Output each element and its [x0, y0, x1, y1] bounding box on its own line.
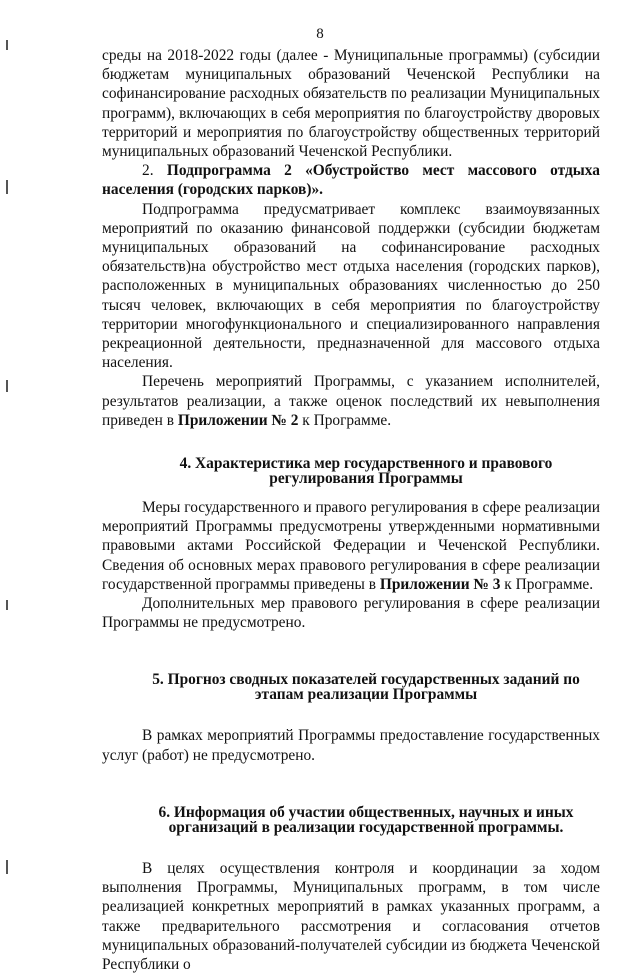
binder-mark [6, 180, 8, 194]
paragraph-text: к Программе. [500, 575, 594, 593]
subprogram-title: Подпрограмма 2 «Обустройство мест массового отдыха населения (городских парков)». [102, 162, 600, 199]
document-body [102, 46, 600, 974]
heading-line: этапам реализации Программы [254, 686, 478, 704]
section-6-heading [102, 805, 600, 835]
section-4-heading [102, 456, 600, 486]
heading-line: 6. Информация об участии общественных, научных и иных [158, 803, 574, 821]
section-5-heading [102, 672, 600, 702]
paragraph-text: к Программе. [298, 411, 392, 429]
paragraph [102, 498, 600, 594]
subprogram-heading [102, 161, 600, 199]
heading-line: 4. Характеристика мер государственного и правового [179, 455, 553, 473]
paragraph-text: Перечень мероприятий Программы, с указанием исполнителей, результатов реализации, а также оценок последствий их невыполнения приведен в [102, 373, 600, 429]
heading-line: регулирования Программы [269, 470, 463, 488]
appendix-reference: Приложении № 3 [379, 575, 501, 593]
binder-mark [6, 600, 8, 610]
paragraph: Дополнительных мер правового регулирования в сфере реализации Программы не предусмотрено. [102, 595, 600, 632]
paragraph: Подпрограмма предусматривает комплекс взаимоувязанных мероприятий по оказанию финансовой поддержки (субсидии бюджетам муниципальных образований на софинансирование расходных обязательств)на обустройство мест отдыха населения (городских парков), расположенных в муниципальных образованиях численностью до 250 тысяч человек, включающих в себя мероприятия по благоустройству территории многофункционального и специализированного направления рекреационной деятельности, предназначенной для массового отдыха населения. [102, 200, 600, 372]
paragraph: среды на 2018-2022 годы (далее - Муниципальные программы) (субсидии бюджетам муниципальных образований Чеченской Республики на софинансирование расходных обязательств по реализации Муниципальных программ), включающих в себя мероприятия по благоустройству дворовых территорий и мероприятия по благоустройству общественных территорий муниципальных образований Чеченской Республики. [102, 47, 600, 161]
binder-mark [6, 860, 8, 874]
paragraph [102, 372, 600, 430]
heading-line: 5. Прогноз сводных показателей государственных заданий по [152, 671, 580, 689]
paragraph: В рамках мероприятий Программы предоставление государственных услуг (работ) не предусмотрено. [102, 727, 600, 764]
page-number: 8 [316, 26, 324, 42]
paragraph-text: Меры государственного и правого регулирования в сфере реализации мероприятий Программы предусмотрены утвержденными нормативными правовыми актами Российской Федерации и Чеченской Республики. Сведения об основных мерах правового регулирования в сфере реализации государственной программы приведены в [102, 499, 600, 593]
appendix-reference: Приложении № 2 [177, 411, 299, 429]
paragraph: В целях осуществления контроля и координации за ходом выполнения Программы, Муниципальных программ, в том числе реализацией конкретных мероприятий в рамках указанных программ, а также предварительного рассмотрения и согласования отчетов муниципальных образований-получателей субсидии из бюджета Чеченской Республики о [102, 859, 600, 973]
subprogram-number: 2. [142, 162, 154, 180]
binder-mark [6, 380, 8, 392]
heading-line: организаций в реализации государственной программы. [168, 818, 564, 836]
